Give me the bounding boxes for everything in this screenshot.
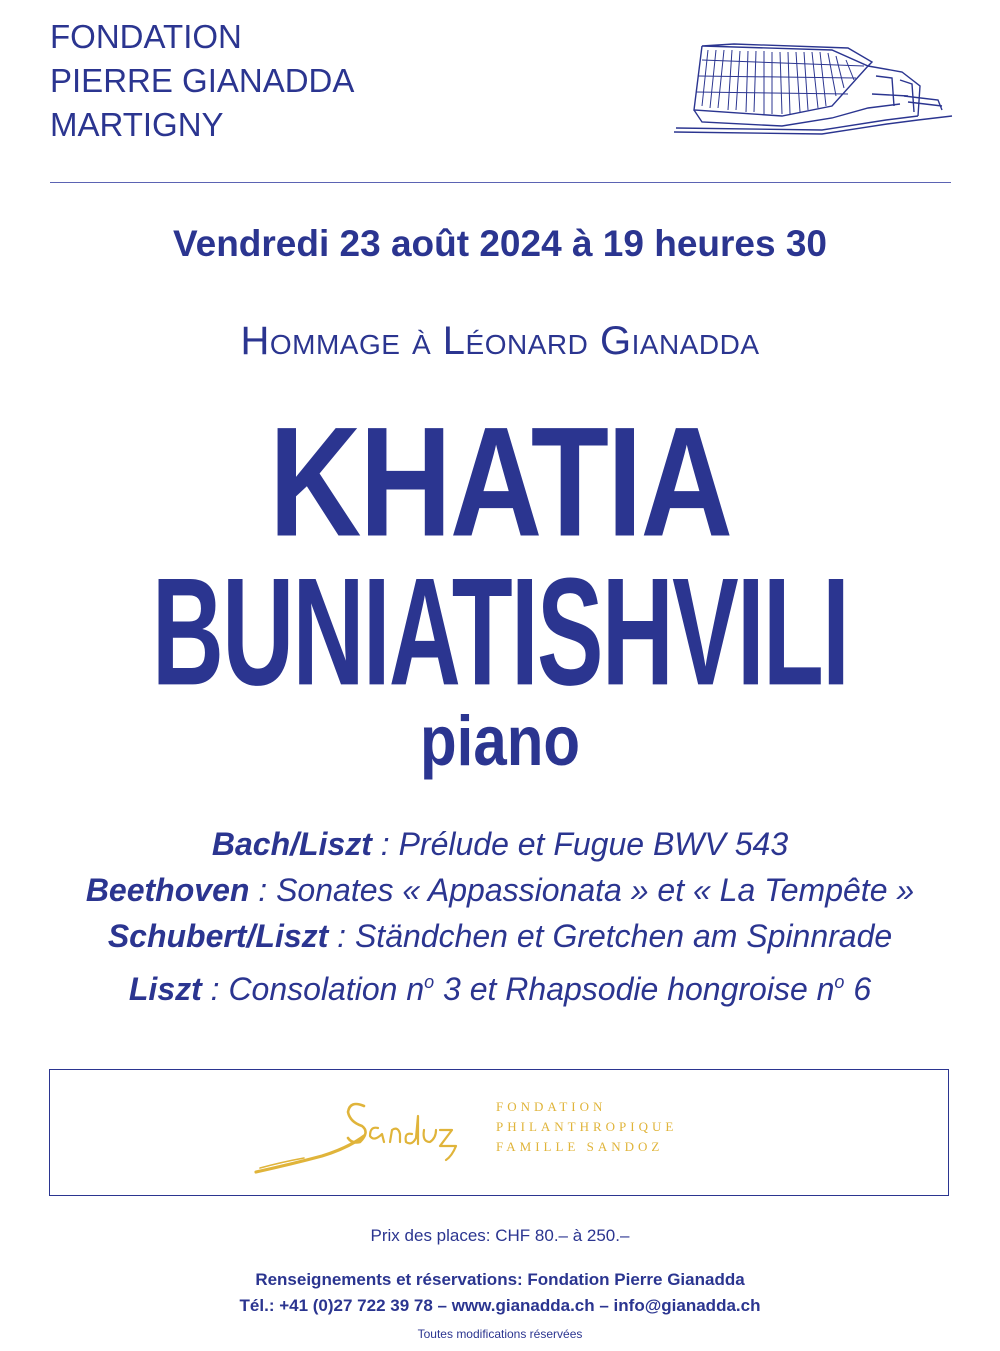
sandoz-signature-icon <box>252 1090 462 1180</box>
program-separator: : <box>371 826 399 862</box>
org-name-line2: PIERRE GIANADDA <box>50 62 355 99</box>
program-separator: : <box>249 872 277 908</box>
program-composer: Bach/Liszt <box>211 826 372 862</box>
fondation-building-logo-icon <box>672 36 954 144</box>
program-composer: Liszt <box>128 971 202 1007</box>
sponsor-name-line3: FAMILLE SANDOZ <box>496 1139 664 1154</box>
ordinal-marker: o <box>424 972 435 992</box>
program-composer: Beethoven <box>85 872 250 908</box>
event-date: Vendredi 23 août 2024 à 19 heures 30 <box>172 223 828 264</box>
program-composer: Schubert/Liszt <box>107 918 329 954</box>
program-item <box>0 914 1000 958</box>
program-separator: : <box>328 918 355 954</box>
artist-last-name: BUNIATISHVILI <box>151 545 849 718</box>
ordinal-marker: o <box>834 972 845 992</box>
program-separator: : <box>201 971 229 1007</box>
program-item <box>0 822 1000 866</box>
event-tribute: Hommage à Léonard Gianadda <box>240 319 760 363</box>
org-name-line3: MARTIGNY <box>50 106 224 143</box>
ticket-price: Prix des places: CHF 80.– à 250.– <box>370 1226 630 1245</box>
program-works-part: 6 <box>844 971 872 1007</box>
sponsor-name-line1: FONDATION <box>496 1099 607 1114</box>
contact-info-line1: Renseignements et réservations: Fondation Pierre Gianadda <box>255 1270 745 1289</box>
org-name-line1: FONDATION <box>50 18 242 55</box>
sponsor-name-line2: PHILANTHROPIQUE <box>496 1119 678 1134</box>
artist-first-name: KHATIA <box>269 395 731 570</box>
program-item <box>0 960 1000 1011</box>
disclaimer-note: Toutes modifications réservées <box>417 1327 583 1341</box>
contact-info-line2: Tél.: +41 (0)27 722 39 78 – www.gianadda.ch – info@gianadda.ch <box>239 1296 761 1315</box>
program-works-part: Consolation n <box>228 971 425 1007</box>
header-divider <box>50 182 951 183</box>
program-item <box>0 868 1000 912</box>
program-works: Prélude et Fugue BWV 543 <box>398 826 789 862</box>
program-works-part: 3 et Rhapsodie hongroise n <box>434 971 835 1007</box>
program-works: Ständchen et Gretchen am Spinnrade <box>354 918 893 954</box>
program-works: Sonates « Appassionata » et « La Tempête » <box>276 872 915 908</box>
artist-instrument: piano <box>420 701 580 781</box>
